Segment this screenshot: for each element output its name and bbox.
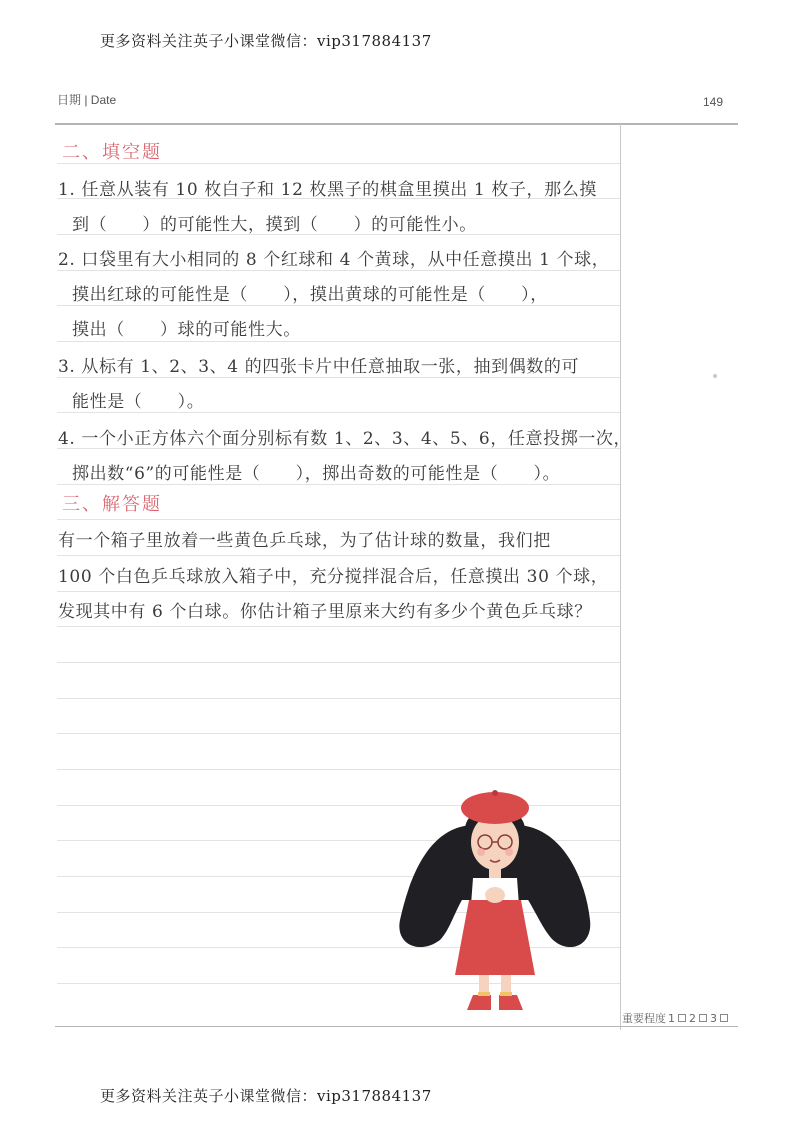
problem-line-3: 发现其中有 6 个白球。你估计箱子里原来大约有多少个黄色乒乓球？	[58, 602, 592, 622]
margin-divider	[620, 124, 621, 1030]
ruled-line	[57, 555, 620, 556]
ruled-line	[57, 412, 620, 413]
checkbox-icon[interactable]	[678, 1014, 686, 1022]
ruled-line	[57, 377, 620, 378]
answer-heading: 三、解答题	[62, 494, 162, 515]
checkbox-icon[interactable]	[699, 1014, 707, 1022]
paper-dot	[713, 374, 717, 378]
question-1-line-1: 1. 任意从装有 10 枚白子和 12 枚黑子的棋盒里摸出 1 枚子，那么摸	[58, 180, 597, 200]
problem-line-2: 100 个白色乒乓球放入箱子中，充分搅拌混合后，任意摸出 30 个球，	[58, 567, 609, 587]
page-number: 149	[703, 95, 724, 109]
fill-in-heading: 二、填空题	[62, 142, 162, 163]
importance-level-2: 2	[689, 1011, 696, 1025]
ruled-line	[57, 626, 620, 627]
question-2-line-2: 摸出红球的可能性是（ ），摸出黄球的可能性是（ ），	[72, 285, 548, 305]
ruled-line	[57, 591, 620, 592]
question-2-line-3: 摸出（ ）球的可能性大。	[72, 320, 301, 340]
ruled-line	[57, 484, 620, 485]
question-1-line-2: 到（ ）的可能性大，摸到（ ）的可能性小。	[72, 215, 477, 235]
ruled-line	[57, 769, 620, 770]
question-2-line-1: 2. 口袋里有大小相同的 8 个红球和 4 个黄球，从中任意摸出 1 个球，	[58, 250, 610, 270]
ruled-line	[57, 305, 620, 306]
ruled-line	[57, 662, 620, 663]
question-4-line-2: 掷出数“6”的可能性是（ ），掷出奇数的可能性是（ ）。	[72, 464, 561, 484]
question-3-line-1: 3. 从标有 1、2、3、4 的四张卡片中任意抽取一张，抽到偶数的可	[58, 357, 580, 377]
importance-level-3: 3	[710, 1011, 717, 1025]
problem-line-1: 有一个箱子里放着一些黄色乒乓球，为了估计球的数量，我们把	[58, 531, 551, 551]
ruled-line	[57, 519, 620, 520]
question-4-line-1: 4. 一个小正方体六个面分别标有数 1、2、3、4、5、6，任意投掷一次，	[58, 429, 632, 449]
date-label: 日期 | Date	[57, 93, 117, 107]
watermark-top: 更多资料关注英子小课堂微信：vip317884137	[100, 32, 432, 50]
ruled-line	[57, 698, 620, 699]
ruled-line	[57, 270, 620, 271]
girl-illustration-icon	[395, 780, 595, 1020]
ruled-line	[57, 733, 620, 734]
importance-level-1: 1	[668, 1011, 675, 1025]
watermark-bottom: 更多资料关注英子小课堂微信：vip317884137	[100, 1087, 432, 1105]
importance-rating	[622, 1010, 729, 1026]
question-3-line-2: 能性是（ ）。	[72, 392, 205, 412]
ruled-line	[57, 341, 620, 342]
importance-label: 重要程度	[622, 1012, 666, 1025]
checkbox-icon[interactable]	[720, 1014, 728, 1022]
